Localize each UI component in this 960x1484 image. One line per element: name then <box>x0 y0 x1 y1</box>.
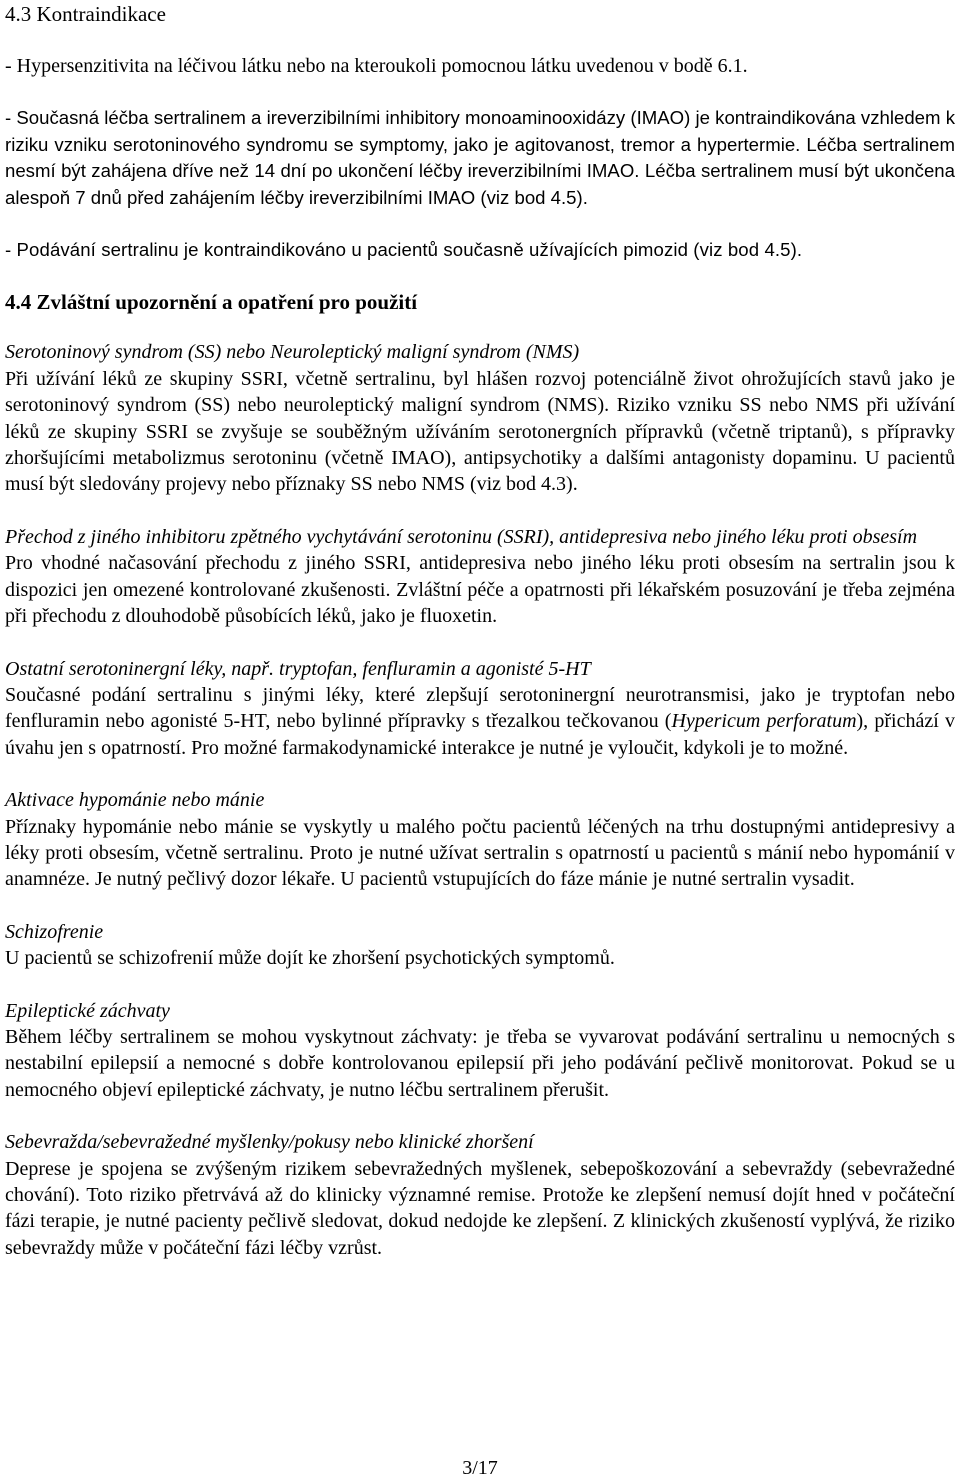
suicide-text: Deprese je spojena se zvýšeným rizikem sebevražedných myšlenek, sebepoškozování a sebevraždy (sebevražedné chování). Toto riziko přetrvává až do klinicky významné remise. Protože ke zlepšení nemusí dojít hned v počáteční fázi terapie, je nutné pacienty pečlivě sledovat, dokud nedojde ke zlepšení. Z klinických zkušeností vyplývá, že riziko sebevraždy může v počáteční fázi léčby vzrůst. <box>5 1157 955 1259</box>
hypersensitivity-paragraph: - Hypersenzitivita na léčivou látku nebo na kteroukoli pomocnou látku uvedenou v bodě 6.1. <box>5 55 748 77</box>
page-number: 3/17 <box>462 1457 498 1479</box>
hypericum-name: Hypericum perforatum <box>671 710 857 733</box>
document-page <box>5 0 955 1261</box>
imao-paragraph <box>5 105 955 211</box>
section-heading-contraindications: 4.3 Kontraindikace <box>5 2 166 26</box>
serotonin-syndrome-subtitle: Serotoninový syndrom (SS) nebo Neuroleptický maligní syndrom (NMS) <box>5 341 580 364</box>
pimozide-paragraph: - Podávání sertralinu je kontraindikováno u pacientů současně užívajících pimozid (viz bod 4.5). <box>5 239 803 261</box>
other-serotonergic-text <box>5 682 955 761</box>
other-serotonergic-text-a: Současné podání sertralinu s jinými léky, které zlepšují serotoninergní neurotransmisi, jako je tryptofan nebo fenfluramin nebo agonisté 5-HT, nebo bylinné přípravky s třezalkou tečkovanou ( <box>5 683 955 733</box>
switching-subtitle: Přechod z jiného inhibitoru zpětného vychytávání serotoninu (SSRI), antidepresiva nebo jiného léku proti obsesím <box>5 525 918 548</box>
seizures-subtitle: Epileptické záchvaty <box>5 999 170 1022</box>
other-serotonergic-subtitle: Ostatní serotoninergní léky, např. tryptofan, fenfluramin a agonisté 5-HT <box>5 657 591 680</box>
mania-subtitle: Aktivace hypománie nebo mánie <box>5 789 265 812</box>
mania-text: Příznaky hypománie nebo mánie se vyskytly u malého počtu pacientů léčených na trhu dostupnými antidepresivy a léky proti obsesím, včetně sertralinu. Proto je nutné užívat sertralin s opatrností u pacientů s mánií nebo hypománií v anamnéze. Je nutný pečlivý dozor lékaře. U pacientů vstupujících do fáze mánie je nutné sertralin vysadit. <box>5 815 955 891</box>
imao-start-restriction-text: Léčba sertralinem nesmí být zahájena dříve než 14 dní po ukončení léčby ireverzibilními IMAO. <box>5 133 955 182</box>
schizophrenia-text: U pacientů se schizofrenií může dojít ke zhoršení psychotických symptomů. <box>5 947 615 970</box>
switching-text: Pro vhodné načasování přechodu z jiného SSRI, antidepresiva nebo jiného léku proti obsesím na sertralin jsou k dispozici jen omezené kontrolované zkušenosti. Zvláštní péče a opatrnosti při lékařském posuzování je třeba zejména při přechodu z dlouhodobě působících léků, jako je fluoxetin. <box>5 552 955 628</box>
imao-contraindication-text: - Současná léčba sertralinem a ireverzibilními inhibitory monoaminooxidázy (IMAO) je kontraindikována vzhledem k riziku vzniku serotoninového syndromu se symptomy, jako je agitovanost, tremor a hypertermie. <box>5 107 955 155</box>
serotonin-syndrome-text: Při užívání léků ze skupiny SSRI, včetně sertralinu, byl hlášen rozvoj potenciálně život ohrožujících stavů jako je serotoninový syndrom (SS) nebo neuroleptický maligní syndrom (NMS). Riziko vzniku SS nebo NMS při užívání léků ze skupiny SSRI se zvyšuje se souběžným užíváním serotonergních přípravků (včetně triptanů), s přípravky zhoršujícími metabolizmus serotoninu (včetně IMAO), antipsychotiky a dalšími antagonisty dopaminu. U pacientů musí být sledovány projevy nebo příznaky SS nebo NMS (viz bod 4.3). <box>5 367 955 496</box>
section-heading-warnings: 4.4 Zvláštní upozornění a opatření pro použití <box>5 290 418 315</box>
other-serotonergic-text-b: ), přichází v úvahu jen s opatrností. Pro možné farmakodynamické interakce je nutné je vyloučit, kdykoli je to možné. <box>5 710 955 759</box>
imao-end-restriction-text: Léčba sertralinem musí být ukončena alespoň 7 dnů před zahájením léčby ireverzibilními IMAO (viz bod 4.5). <box>5 160 955 208</box>
schizophrenia-subtitle: Schizofrenie <box>5 920 104 943</box>
suicide-subtitle: Sebevražda/sebevražedné myšlenky/pokusy nebo klinické zhoršení <box>5 1131 534 1154</box>
seizures-text: Během léčby sertralinem se mohou vyskytnout záchvaty: je třeba se vyvarovat podávání sertralinu u nemocných s nestabilní epilepsií a nemocné s dobře kontrolovanou epilepsií při jeho podávání pečlivě monitorovat. Pokud se u nemocného objeví epileptické záchvaty, je nutno léčbu sertralinem přerušit. <box>5 1025 955 1101</box>
